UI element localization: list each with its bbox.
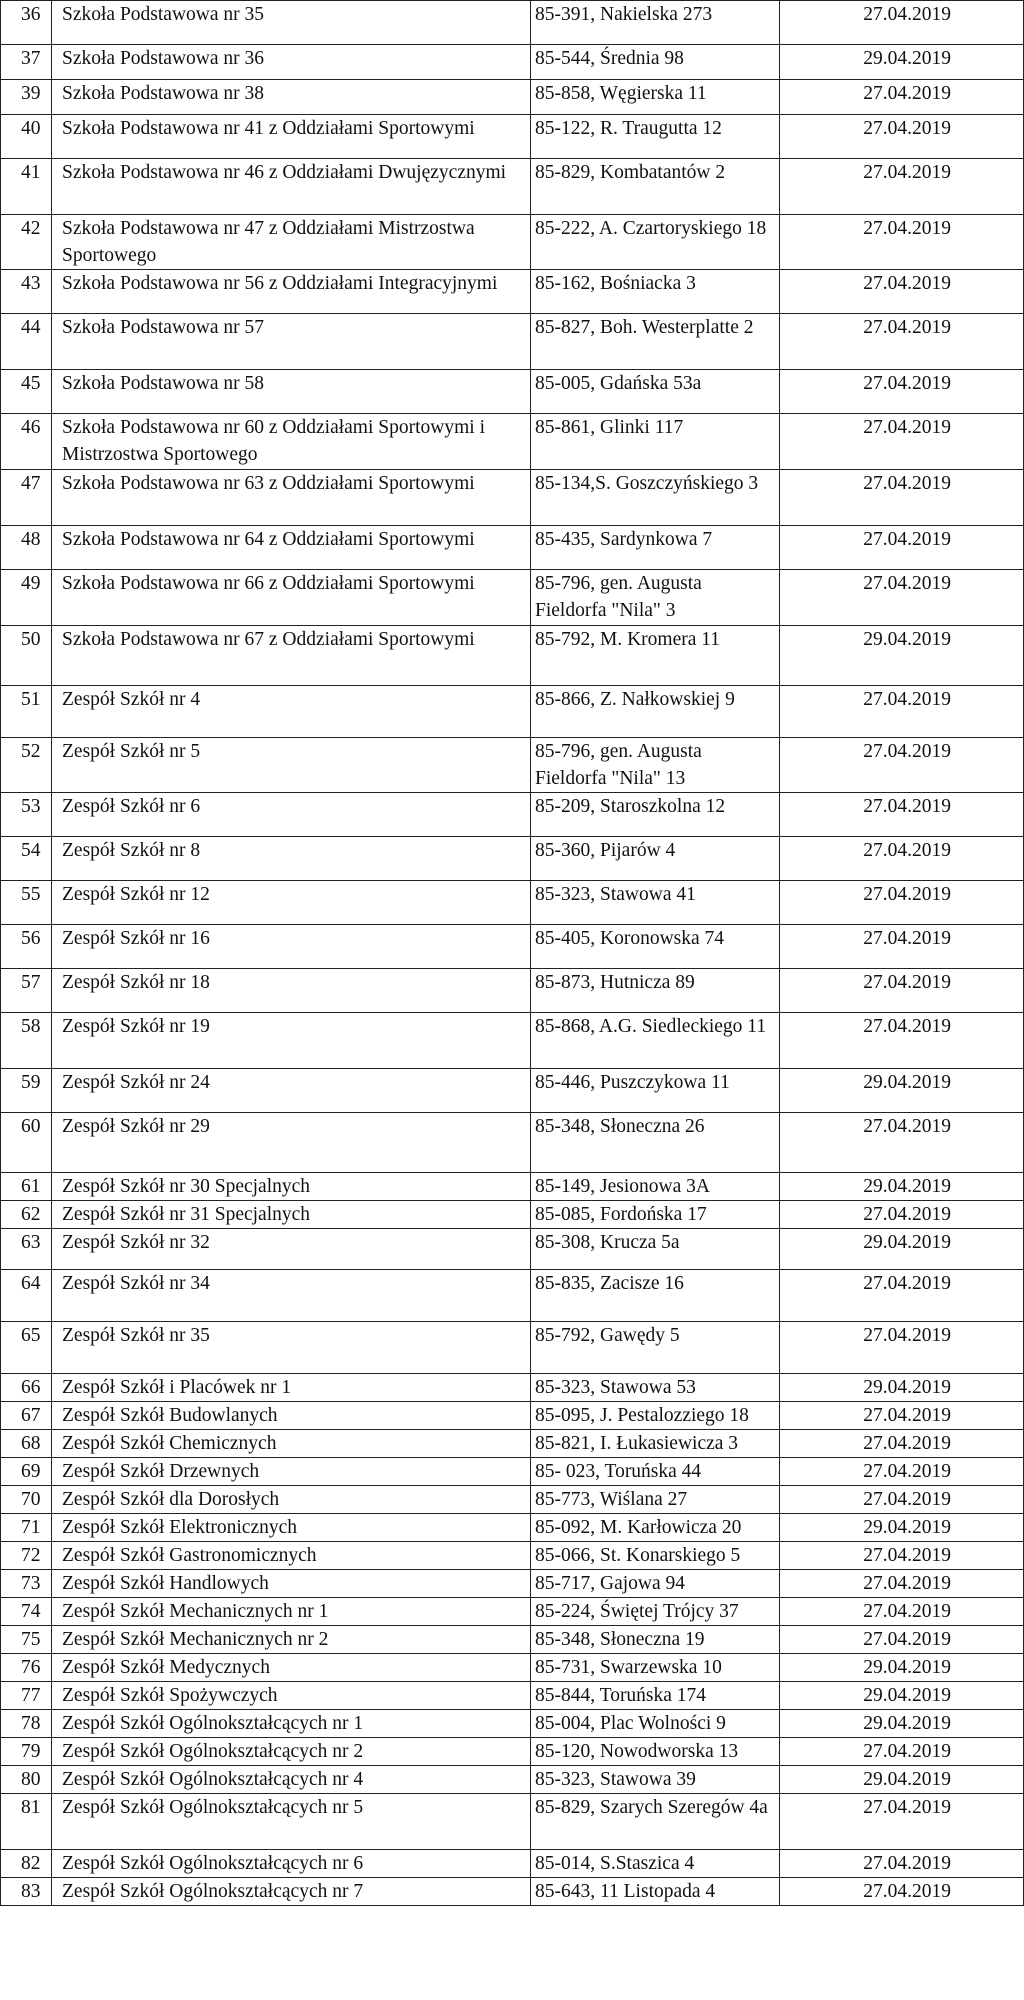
row-date: 27.04.2019 bbox=[780, 1270, 1024, 1322]
school-address: 85-829, Szarych Szeregów 4a bbox=[531, 1794, 780, 1850]
school-name: Szkoła Podstawowa nr 56 z Oddziałami Integracyjnymi bbox=[52, 270, 531, 314]
table-row bbox=[1, 1013, 1024, 1069]
row-number: 79 bbox=[1, 1738, 52, 1766]
table-row bbox=[1, 1322, 1024, 1374]
row-number: 42 bbox=[1, 215, 52, 270]
table-row bbox=[1, 1738, 1024, 1766]
table-row bbox=[1, 1229, 1024, 1270]
table-row bbox=[1, 470, 1024, 526]
table-row bbox=[1, 1486, 1024, 1514]
school-name: Szkoła Podstawowa nr 64 z Oddziałami Sportowymi bbox=[52, 526, 531, 570]
row-date: 29.04.2019 bbox=[780, 1654, 1024, 1682]
school-address: 85-544, Średnia 98 bbox=[531, 45, 780, 80]
table-row bbox=[1, 925, 1024, 969]
school-name: Zespół Szkół Chemicznych bbox=[52, 1430, 531, 1458]
school-name: Zespół Szkół nr 4 bbox=[52, 686, 531, 738]
school-address: 85-120, Nowodworska 13 bbox=[531, 1738, 780, 1766]
row-date: 27.04.2019 bbox=[780, 1486, 1024, 1514]
row-date: 27.04.2019 bbox=[780, 526, 1024, 570]
table-row bbox=[1, 1402, 1024, 1430]
row-date: 27.04.2019 bbox=[780, 1, 1024, 45]
table-row bbox=[1, 1514, 1024, 1542]
row-date: 27.04.2019 bbox=[780, 1322, 1024, 1374]
row-number: 64 bbox=[1, 1270, 52, 1322]
row-number: 60 bbox=[1, 1113, 52, 1173]
school-address: 85-643, 11 Listopada 4 bbox=[531, 1878, 780, 1906]
table-row bbox=[1, 80, 1024, 115]
row-date: 27.04.2019 bbox=[780, 1878, 1024, 1906]
school-address: 85-323, Stawowa 41 bbox=[531, 881, 780, 925]
row-number: 75 bbox=[1, 1626, 52, 1654]
school-address: 85-348, Słoneczna 19 bbox=[531, 1626, 780, 1654]
school-name: Zespół Szkół nr 18 bbox=[52, 969, 531, 1013]
school-name: Zespół Szkół nr 24 bbox=[52, 1069, 531, 1113]
table-row bbox=[1, 793, 1024, 837]
row-date: 27.04.2019 bbox=[780, 414, 1024, 470]
table-row bbox=[1, 1173, 1024, 1201]
school-address: 85-446, Puszczykowa 11 bbox=[531, 1069, 780, 1113]
row-number: 67 bbox=[1, 1402, 52, 1430]
school-address: 85-866, Z. Nałkowskiej 9 bbox=[531, 686, 780, 738]
school-name: Szkoła Podstawowa nr 36 bbox=[52, 45, 531, 80]
row-number: 61 bbox=[1, 1173, 52, 1201]
table-row bbox=[1, 45, 1024, 80]
row-date: 29.04.2019 bbox=[780, 45, 1024, 80]
row-number: 48 bbox=[1, 526, 52, 570]
row-date: 27.04.2019 bbox=[780, 1626, 1024, 1654]
school-address: 85-014, S.Staszica 4 bbox=[531, 1850, 780, 1878]
school-name: Zespół Szkół dla Dorosłych bbox=[52, 1486, 531, 1514]
table-row bbox=[1, 837, 1024, 881]
school-address: 85-796, gen. Augusta Fieldorfa "Nila" 13 bbox=[531, 738, 780, 793]
table-row bbox=[1, 686, 1024, 738]
row-number: 73 bbox=[1, 1570, 52, 1598]
row-number: 47 bbox=[1, 470, 52, 526]
row-date: 29.04.2019 bbox=[780, 626, 1024, 686]
school-name: Szkoła Podstawowa nr 60 z Oddziałami Sportowymi i Mistrzostwa Sportowego bbox=[52, 414, 531, 470]
row-date: 27.04.2019 bbox=[780, 370, 1024, 414]
row-number: 71 bbox=[1, 1514, 52, 1542]
school-name: Zespół Szkół Ogólnokształcących nr 4 bbox=[52, 1766, 531, 1794]
school-address: 85-858, Węgierska 11 bbox=[531, 80, 780, 115]
school-name: Zespół Szkół Elektronicznych bbox=[52, 1514, 531, 1542]
school-address: 85-323, Stawowa 53 bbox=[531, 1374, 780, 1402]
school-name: Zespół Szkół Spożywczych bbox=[52, 1682, 531, 1710]
school-name: Zespół Szkół Budowlanych bbox=[52, 1402, 531, 1430]
row-date: 29.04.2019 bbox=[780, 1514, 1024, 1542]
table-row bbox=[1, 1201, 1024, 1229]
row-date: 27.04.2019 bbox=[780, 1201, 1024, 1229]
table-row bbox=[1, 626, 1024, 686]
row-number: 57 bbox=[1, 969, 52, 1013]
school-address: 85-222, A. Czartoryskiego 18 bbox=[531, 215, 780, 270]
row-date: 27.04.2019 bbox=[780, 793, 1024, 837]
school-address: 85-821, I. Łukasiewicza 3 bbox=[531, 1430, 780, 1458]
school-address: 85-134,S. Goszczyńskiego 3 bbox=[531, 470, 780, 526]
school-name: Zespół Szkół Ogólnokształcących nr 5 bbox=[52, 1794, 531, 1850]
row-number: 76 bbox=[1, 1654, 52, 1682]
school-name: Zespół Szkół nr 8 bbox=[52, 837, 531, 881]
school-address: 85-435, Sardynkowa 7 bbox=[531, 526, 780, 570]
school-address: 85-360, Pijarów 4 bbox=[531, 837, 780, 881]
row-number: 37 bbox=[1, 45, 52, 80]
row-number: 46 bbox=[1, 414, 52, 470]
row-date: 27.04.2019 bbox=[780, 159, 1024, 215]
school-address: 85-868, A.G. Siedleckiego 11 bbox=[531, 1013, 780, 1069]
table-row bbox=[1, 1598, 1024, 1626]
table-row bbox=[1, 1458, 1024, 1486]
table-row bbox=[1, 526, 1024, 570]
school-address: 85-066, St. Konarskiego 5 bbox=[531, 1542, 780, 1570]
table-row bbox=[1, 370, 1024, 414]
table-row bbox=[1, 738, 1024, 793]
table-row bbox=[1, 1570, 1024, 1598]
school-address: 85-095, J. Pestalozziego 18 bbox=[531, 1402, 780, 1430]
row-number: 63 bbox=[1, 1229, 52, 1270]
school-address: 85-348, Słoneczna 26 bbox=[531, 1113, 780, 1173]
school-address: 85-827, Boh. Westerplatte 2 bbox=[531, 314, 780, 370]
row-date: 29.04.2019 bbox=[780, 1229, 1024, 1270]
table-row bbox=[1, 1069, 1024, 1113]
row-date: 27.04.2019 bbox=[780, 1794, 1024, 1850]
row-number: 40 bbox=[1, 115, 52, 159]
school-name: Zespół Szkół nr 31 Specjalnych bbox=[52, 1201, 531, 1229]
school-address: 85-391, Nakielska 273 bbox=[531, 1, 780, 45]
row-date: 27.04.2019 bbox=[780, 80, 1024, 115]
school-address: 85-323, Stawowa 39 bbox=[531, 1766, 780, 1794]
row-date: 27.04.2019 bbox=[780, 215, 1024, 270]
school-address: 85-085, Fordońska 17 bbox=[531, 1201, 780, 1229]
school-name: Szkoła Podstawowa nr 57 bbox=[52, 314, 531, 370]
row-date: 27.04.2019 bbox=[780, 969, 1024, 1013]
table-row bbox=[1, 881, 1024, 925]
school-address: 85-004, Plac Wolności 9 bbox=[531, 1710, 780, 1738]
row-date: 27.04.2019 bbox=[780, 837, 1024, 881]
school-address: 85-005, Gdańska 53a bbox=[531, 370, 780, 414]
row-date: 27.04.2019 bbox=[780, 470, 1024, 526]
row-number: 51 bbox=[1, 686, 52, 738]
school-name: Zespół Szkół Handlowych bbox=[52, 1570, 531, 1598]
row-number: 65 bbox=[1, 1322, 52, 1374]
table-row bbox=[1, 1850, 1024, 1878]
row-number: 70 bbox=[1, 1486, 52, 1514]
school-address: 85-829, Kombatantów 2 bbox=[531, 159, 780, 215]
table-row bbox=[1, 1878, 1024, 1906]
row-date: 27.04.2019 bbox=[780, 1430, 1024, 1458]
school-name: Zespół Szkół Ogólnokształcących nr 1 bbox=[52, 1710, 531, 1738]
school-address: 85-844, Toruńska 174 bbox=[531, 1682, 780, 1710]
row-number: 80 bbox=[1, 1766, 52, 1794]
school-address: 85- 023, Toruńska 44 bbox=[531, 1458, 780, 1486]
school-address: 85-224, Świętej Trójcy 37 bbox=[531, 1598, 780, 1626]
table-row bbox=[1, 1113, 1024, 1173]
table-row bbox=[1, 570, 1024, 626]
school-address: 85-308, Krucza 5a bbox=[531, 1229, 780, 1270]
row-number: 68 bbox=[1, 1430, 52, 1458]
table-row bbox=[1, 1, 1024, 45]
row-date: 27.04.2019 bbox=[780, 570, 1024, 626]
school-name: Zespół Szkół nr 16 bbox=[52, 925, 531, 969]
row-date: 27.04.2019 bbox=[780, 314, 1024, 370]
school-address: 85-731, Swarzewska 10 bbox=[531, 1654, 780, 1682]
row-date: 29.04.2019 bbox=[780, 1710, 1024, 1738]
row-number: 36 bbox=[1, 1, 52, 45]
school-address: 85-873, Hutnicza 89 bbox=[531, 969, 780, 1013]
table-row bbox=[1, 1374, 1024, 1402]
school-name: Szkoła Podstawowa nr 46 z Oddziałami Dwujęzycznymi bbox=[52, 159, 531, 215]
row-number: 43 bbox=[1, 270, 52, 314]
row-number: 45 bbox=[1, 370, 52, 414]
table-row bbox=[1, 314, 1024, 370]
row-date: 29.04.2019 bbox=[780, 1173, 1024, 1201]
school-name: Zespół Szkół nr 6 bbox=[52, 793, 531, 837]
school-name: Zespół Szkół nr 34 bbox=[52, 1270, 531, 1322]
row-date: 27.04.2019 bbox=[780, 1738, 1024, 1766]
row-number: 66 bbox=[1, 1374, 52, 1402]
row-number: 55 bbox=[1, 881, 52, 925]
school-name: Szkoła Podstawowa nr 67 z Oddziałami Sportowymi bbox=[52, 626, 531, 686]
school-address: 85-773, Wiślana 27 bbox=[531, 1486, 780, 1514]
row-number: 72 bbox=[1, 1542, 52, 1570]
school-name: Szkoła Podstawowa nr 35 bbox=[52, 1, 531, 45]
row-number: 62 bbox=[1, 1201, 52, 1229]
school-name: Szkoła Podstawowa nr 58 bbox=[52, 370, 531, 414]
school-name: Szkoła Podstawowa nr 63 z Oddziałami Sportowymi bbox=[52, 470, 531, 526]
table-row bbox=[1, 159, 1024, 215]
school-address: 85-792, M. Kromera 11 bbox=[531, 626, 780, 686]
row-number: 54 bbox=[1, 837, 52, 881]
row-date: 27.04.2019 bbox=[780, 1598, 1024, 1626]
school-address: 85-792, Gawędy 5 bbox=[531, 1322, 780, 1374]
row-number: 41 bbox=[1, 159, 52, 215]
table-row bbox=[1, 1430, 1024, 1458]
school-name: Zespół Szkół nr 12 bbox=[52, 881, 531, 925]
row-number: 82 bbox=[1, 1850, 52, 1878]
row-date: 27.04.2019 bbox=[780, 881, 1024, 925]
school-name: Szkoła Podstawowa nr 38 bbox=[52, 80, 531, 115]
school-name: Szkoła Podstawowa nr 66 z Oddziałami Sportowymi bbox=[52, 570, 531, 626]
row-date: 29.04.2019 bbox=[780, 1766, 1024, 1794]
school-name: Zespół Szkół Gastronomicznych bbox=[52, 1542, 531, 1570]
table-row bbox=[1, 1542, 1024, 1570]
row-number: 44 bbox=[1, 314, 52, 370]
row-number: 78 bbox=[1, 1710, 52, 1738]
school-name: Zespół Szkół nr 29 bbox=[52, 1113, 531, 1173]
school-name: Zespół Szkół Mechanicznych nr 2 bbox=[52, 1626, 531, 1654]
school-address: 85-405, Koronowska 74 bbox=[531, 925, 780, 969]
school-name: Zespół Szkół nr 30 Specjalnych bbox=[52, 1173, 531, 1201]
row-date: 27.04.2019 bbox=[780, 1542, 1024, 1570]
school-name: Zespół Szkół Drzewnych bbox=[52, 1458, 531, 1486]
school-name: Zespół Szkół nr 32 bbox=[52, 1229, 531, 1270]
row-date: 29.04.2019 bbox=[780, 1374, 1024, 1402]
table-row bbox=[1, 215, 1024, 270]
school-name: Zespół Szkół nr 35 bbox=[52, 1322, 531, 1374]
table-row bbox=[1, 1626, 1024, 1654]
row-number: 74 bbox=[1, 1598, 52, 1626]
school-name: Zespół Szkół Ogólnokształcących nr 7 bbox=[52, 1878, 531, 1906]
school-address: 85-149, Jesionowa 3A bbox=[531, 1173, 780, 1201]
row-date: 27.04.2019 bbox=[780, 738, 1024, 793]
school-address: 85-209, Staroszkolna 12 bbox=[531, 793, 780, 837]
row-number: 53 bbox=[1, 793, 52, 837]
row-date: 27.04.2019 bbox=[780, 1850, 1024, 1878]
row-number: 49 bbox=[1, 570, 52, 626]
table-row bbox=[1, 115, 1024, 159]
school-name: Zespół Szkół nr 5 bbox=[52, 738, 531, 793]
row-number: 69 bbox=[1, 1458, 52, 1486]
table-row bbox=[1, 1682, 1024, 1710]
row-date: 27.04.2019 bbox=[780, 1402, 1024, 1430]
school-name: Szkoła Podstawowa nr 41 z Oddziałami Sportowymi bbox=[52, 115, 531, 159]
school-address: 85-796, gen. Augusta Fieldorfa "Nila" 3 bbox=[531, 570, 780, 626]
table-row bbox=[1, 969, 1024, 1013]
school-address: 85-122, R. Traugutta 12 bbox=[531, 115, 780, 159]
table-row bbox=[1, 414, 1024, 470]
school-name: Zespół Szkół Medycznych bbox=[52, 1654, 531, 1682]
row-number: 56 bbox=[1, 925, 52, 969]
row-date: 27.04.2019 bbox=[780, 1113, 1024, 1173]
school-name: Zespół Szkół Mechanicznych nr 1 bbox=[52, 1598, 531, 1626]
row-number: 59 bbox=[1, 1069, 52, 1113]
school-address: 85-835, Zacisze 16 bbox=[531, 1270, 780, 1322]
row-number: 39 bbox=[1, 80, 52, 115]
row-date: 27.04.2019 bbox=[780, 686, 1024, 738]
row-date: 29.04.2019 bbox=[780, 1069, 1024, 1113]
row-date: 29.04.2019 bbox=[780, 1682, 1024, 1710]
school-address: 85-717, Gajowa 94 bbox=[531, 1570, 780, 1598]
school-name: Szkoła Podstawowa nr 47 z Oddziałami Mistrzostwa Sportowego bbox=[52, 215, 531, 270]
row-number: 58 bbox=[1, 1013, 52, 1069]
table-row bbox=[1, 1766, 1024, 1794]
row-number: 50 bbox=[1, 626, 52, 686]
row-number: 77 bbox=[1, 1682, 52, 1710]
table-row bbox=[1, 1654, 1024, 1682]
school-address: 85-861, Glinki 117 bbox=[531, 414, 780, 470]
row-date: 27.04.2019 bbox=[780, 1570, 1024, 1598]
school-address: 85-092, M. Karłowicza 20 bbox=[531, 1514, 780, 1542]
school-name: Zespół Szkół Ogólnokształcących nr 6 bbox=[52, 1850, 531, 1878]
row-date: 27.04.2019 bbox=[780, 1013, 1024, 1069]
school-name: Zespół Szkół Ogólnokształcących nr 2 bbox=[52, 1738, 531, 1766]
row-date: 27.04.2019 bbox=[780, 925, 1024, 969]
row-number: 83 bbox=[1, 1878, 52, 1906]
school-name: Zespół Szkół i Placówek nr 1 bbox=[52, 1374, 531, 1402]
table-row bbox=[1, 1270, 1024, 1322]
school-address: 85-162, Bośniacka 3 bbox=[531, 270, 780, 314]
row-number: 52 bbox=[1, 738, 52, 793]
table-row bbox=[1, 270, 1024, 314]
schools-table-body bbox=[1, 1, 1024, 1906]
table-row bbox=[1, 1710, 1024, 1738]
table-row bbox=[1, 1794, 1024, 1850]
row-date: 27.04.2019 bbox=[780, 1458, 1024, 1486]
row-number: 81 bbox=[1, 1794, 52, 1850]
school-name: Zespół Szkół nr 19 bbox=[52, 1013, 531, 1069]
row-date: 27.04.2019 bbox=[780, 270, 1024, 314]
row-date: 27.04.2019 bbox=[780, 115, 1024, 159]
